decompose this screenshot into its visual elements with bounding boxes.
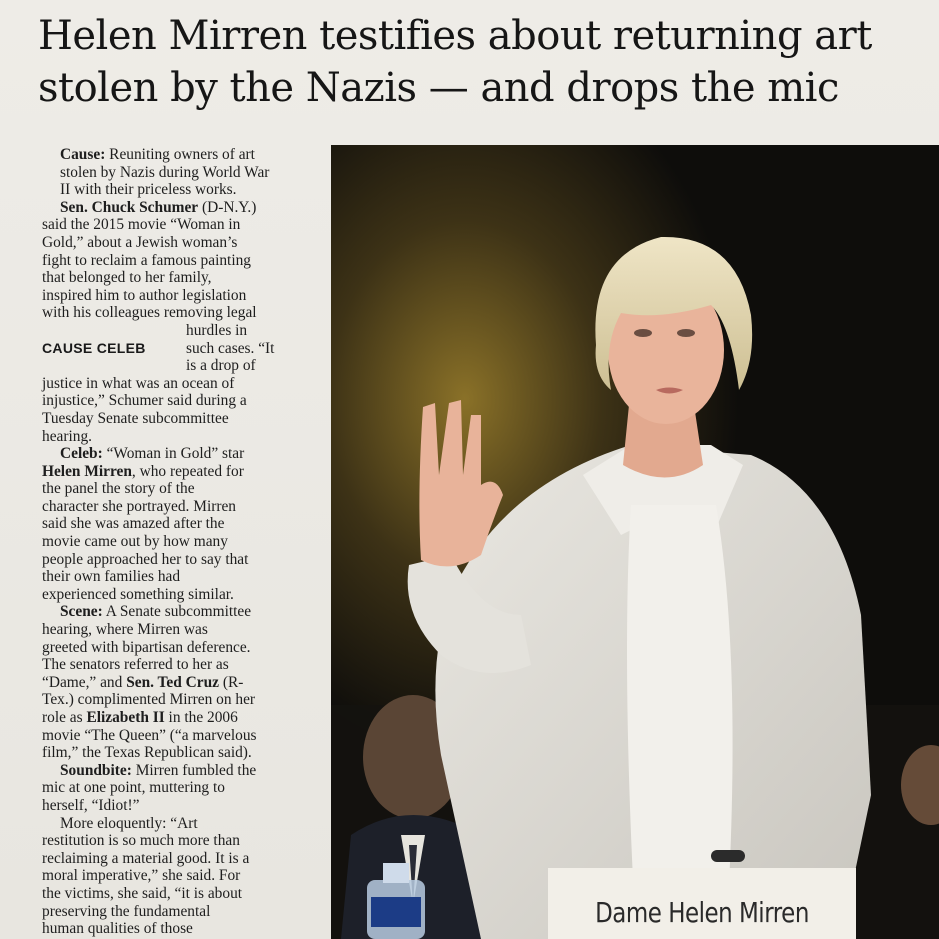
text-line: human qualities of those (42, 920, 193, 938)
label-cause: Cause: (60, 146, 106, 163)
nameplate-text: Dame Helen Mirren (595, 896, 809, 929)
text-line: stolen by Nazis during World War (60, 163, 270, 181)
text-line: II with their priceless works. (60, 181, 237, 199)
microphone (711, 850, 745, 862)
label-soundbite: Soundbite: (60, 761, 132, 779)
text-line: (R- (218, 673, 244, 691)
text-line: the panel the story of the (42, 480, 195, 498)
text-line: such cases. “It (186, 339, 275, 357)
text-line: moral imperative,” she said. For (42, 867, 241, 885)
text-line: “Woman in Gold” star (102, 445, 245, 463)
name-schumer: Sen. Chuck Schumer (60, 198, 199, 216)
text-line: hurdles in (186, 321, 248, 339)
nameplate-card (548, 868, 856, 939)
paragraph-soundbite (42, 762, 288, 815)
paragraph-cause (42, 146, 288, 199)
text-line: character she portrayed. Mirren (42, 497, 236, 515)
text-line: Reuniting owners of art (105, 146, 255, 163)
name-mirren: Helen Mirren (42, 462, 132, 480)
text-line: that belonged to her family, (42, 269, 212, 287)
headline-line-2: stolen by the Nazis — and drops the mic (38, 65, 839, 111)
text-line: herself, “Idiot!” (42, 796, 140, 814)
name-cruz: Sen. Ted Cruz (126, 673, 219, 691)
text-line: film,” the Texas Republican said). (42, 744, 252, 762)
text-line: greeted with bipartisan deference. (42, 638, 251, 656)
name-queen: Elizabeth II (86, 709, 165, 727)
paragraph-scene (42, 603, 288, 761)
text-line: preserving the fundamental (42, 902, 211, 920)
text-line: with his colleagues removing legal (42, 304, 257, 322)
text-line: restitution is so much more than (42, 832, 240, 850)
headline (38, 10, 928, 114)
kicker-wrap-text (186, 322, 274, 375)
text-line: justice in what was an ocean of (42, 374, 235, 392)
text-line: Tex.) complimented Mirren on her (42, 691, 256, 709)
text-line: their own families had (42, 568, 181, 586)
label-celeb: Celeb: (60, 445, 103, 463)
text-line: the victims, she said, “it is about (42, 884, 243, 902)
headline-line-1: Helen Mirren testifies about returning art (38, 13, 872, 59)
text-line: said the 2015 movie “Woman in (42, 216, 241, 234)
text-line: Mirren fumbled the (131, 761, 257, 779)
text-line: More eloquently: “Art (60, 814, 198, 832)
text-line: said she was amazed after the (42, 515, 225, 533)
text-line: fight to reclaim a famous painting (42, 251, 251, 269)
text-line: , who repeated for (131, 462, 244, 480)
text-line: injustice,” Schumer said during a (42, 392, 247, 410)
news-photo (331, 145, 939, 939)
text-line: movie came out by how many (42, 533, 228, 551)
section-kicker: CAUSE CELEB (42, 339, 146, 356)
text-line: hearing, where Mirren was (42, 621, 208, 639)
text-line: Tuesday Senate subcommittee (42, 409, 229, 427)
text-line: “Dame,” and (42, 673, 127, 691)
text-line: experienced something similar. (42, 585, 234, 603)
text-line: is a drop of (186, 357, 256, 375)
text-line: mic at one point, muttering to (42, 779, 225, 797)
article-column (42, 146, 288, 938)
paragraph-celeb (42, 445, 288, 603)
text-line: people approached her to say that (42, 550, 249, 568)
text-line: Gold,” about a Jewish woman’s (42, 233, 238, 251)
text-line: role as (42, 709, 87, 727)
text-line: hearing. (42, 427, 92, 445)
text-line: The senators referred to her as (42, 656, 229, 674)
text-line: movie “The Queen” (“a marvelous (42, 726, 257, 744)
text-line: A Senate subcommittee (102, 603, 252, 621)
paragraph-schumer (42, 199, 288, 445)
photo-illustration (331, 145, 939, 939)
text-line: in the 2006 (164, 709, 238, 727)
paragraph-more (42, 815, 288, 938)
text-line: (D-N.Y.) (198, 198, 257, 216)
label-scene: Scene: (60, 603, 103, 621)
text-line: reclaiming a material good. It is a (42, 849, 250, 867)
kicker-block (42, 322, 288, 375)
text-line: inspired him to author legislation (42, 286, 247, 304)
